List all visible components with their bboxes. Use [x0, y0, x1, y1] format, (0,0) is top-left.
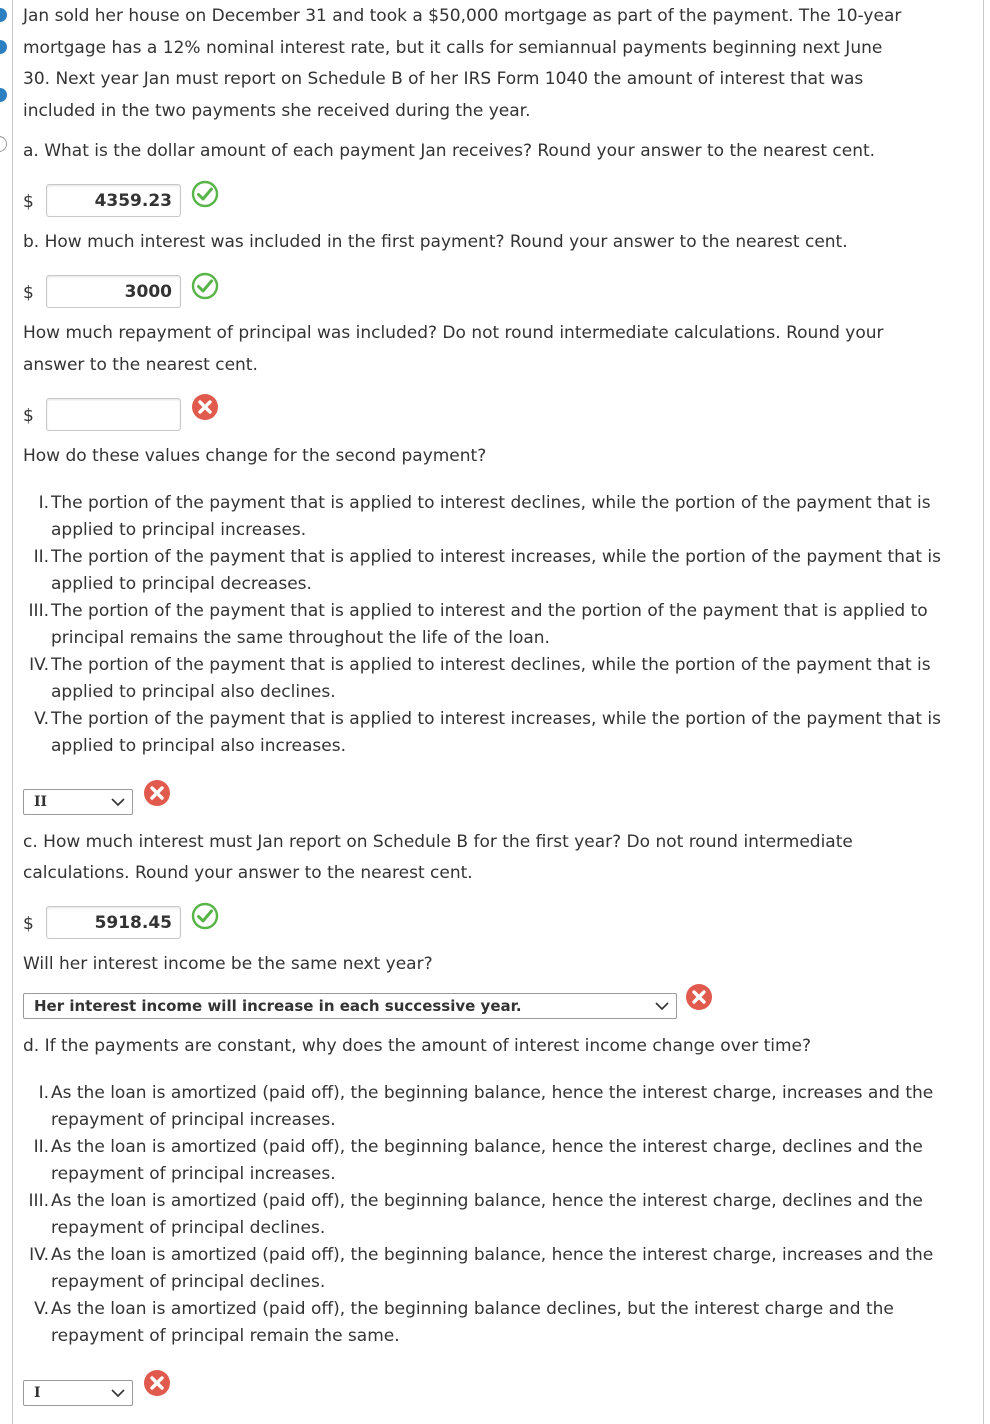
x-circle-icon: [143, 779, 171, 807]
list-item: III. The portion of the payment that is applied to interest and the portion of the payment that is applied to principal remains the same throughout the life of the loan.: [28, 601, 928, 648]
currency-label: $: [23, 192, 34, 212]
interest-change-options: [23, 1080, 968, 1350]
list-item: V. As the loan is amortized (paid off), the beginning balance declines, but the interest charge and the repayment of principal remain the same.: [34, 1299, 894, 1346]
interest-change-select[interactable]: [23, 1380, 133, 1406]
part-a-question: a. What is the dollar amount of each payment Jan receives? Round your answer to the nearest cent.: [23, 141, 876, 161]
list-item: IV. As the loan is amortized (paid off), the beginning balance, hence the interest charge, increases and the repayment of principal declines.: [29, 1245, 934, 1292]
x-circle-icon: [143, 1369, 171, 1397]
problem-text: included in the two payments she received during the year.: [23, 101, 531, 121]
problem-text: Jan sold her house on December 31 and took a $50,000 mortgage as part of the payment. The 10-year: [23, 6, 902, 26]
select-value: Her interest income will increase in each successive year.: [34, 997, 522, 1015]
currency-label: $: [23, 914, 34, 934]
chevron-down-icon: [654, 1001, 670, 1011]
progress-dot-icon: [0, 40, 7, 54]
select-value: II: [34, 794, 48, 810]
currency-label: $: [23, 406, 34, 426]
next-year-question: Will her interest income be the same next year?: [23, 954, 433, 974]
chevron-down-icon: [110, 797, 126, 807]
first-year-interest-input[interactable]: [46, 906, 181, 939]
left-border: [12, 0, 13, 1424]
list-item: II. The portion of the payment that is applied to interest increases, while the portion of the payment that is applied to principal decreases.: [33, 547, 941, 594]
problem-text: mortgage has a 12% nominal interest rate, but it calls for semiannual payments beginning next June: [23, 38, 883, 58]
list-item: V. The portion of the payment that is applied to interest increases, while the portion of the payment that is applied to principal also increases.: [34, 709, 941, 756]
interest-first-payment-input[interactable]: [46, 275, 181, 308]
select-value: I: [34, 1385, 41, 1401]
progress-dot-icon: [0, 136, 7, 152]
part-c-question: c. How much interest must Jan report on Schedule B for the first year? Do not round intermediate: [23, 832, 853, 852]
x-circle-icon: [685, 983, 713, 1011]
currency-label: $: [23, 283, 34, 303]
right-border: [983, 0, 984, 1424]
list-item: III. As the loan is amortized (paid off), the beginning balance, hence the interest charge, declines and the repayment of principal declines.: [28, 1191, 923, 1238]
x-circle-icon: [191, 393, 219, 421]
next-year-select[interactable]: [23, 993, 677, 1019]
second-payment-select[interactable]: [23, 789, 133, 815]
part-c-question: calculations. Round your answer to the nearest cent.: [23, 863, 473, 883]
list-item: IV. The portion of the payment that is applied to interest declines, while the portion of the payment that is applied to principal also declines.: [29, 655, 931, 702]
change-question: How do these values change for the second payment?: [23, 446, 487, 466]
part-d-question: d. If the payments are constant, why does the amount of interest income change over time?: [23, 1036, 812, 1056]
principal-question: How much repayment of principal was included? Do not round intermediate calculations. Round your: [23, 323, 884, 343]
problem-text: 30. Next year Jan must report on Schedule B of her IRS Form 1040 the amount of interest that was: [23, 69, 864, 89]
principal-repayment-input[interactable]: [46, 398, 181, 431]
list-item: I. As the loan is amortized (paid off), the beginning balance, hence the interest charge, increases and the repayment of principal increases.: [38, 1083, 934, 1130]
payment-amount-input[interactable]: [46, 184, 181, 217]
check-circle-icon: [191, 180, 219, 208]
progress-dot-icon: [0, 88, 7, 102]
progress-dot-icon: [0, 8, 7, 22]
principal-question: answer to the nearest cent.: [23, 355, 258, 375]
list-item: II. As the loan is amortized (paid off), the beginning balance, hence the interest charge, declines and the repayment of principal increases.: [33, 1137, 923, 1184]
list-item: I. The portion of the payment that is applied to interest declines, while the portion of the payment that is applied to principal increases.: [38, 493, 931, 540]
check-circle-icon: [191, 902, 219, 930]
chevron-down-icon: [110, 1388, 126, 1398]
part-b-question: b. How much interest was included in the first payment? Round your answer to the nearest cent.: [23, 232, 848, 252]
check-circle-icon: [191, 272, 219, 300]
second-payment-options: [23, 490, 968, 760]
